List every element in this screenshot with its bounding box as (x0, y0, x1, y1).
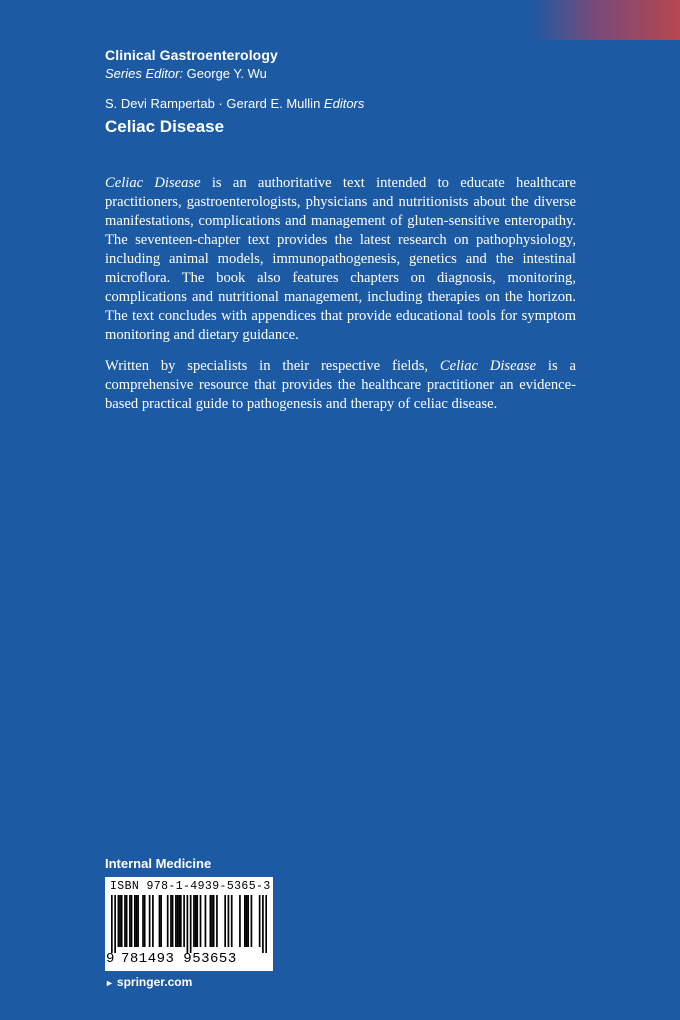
barcode-bar (144, 895, 146, 947)
publisher-name: springer.com (116, 975, 193, 989)
barcode-bar (239, 895, 241, 947)
blurb-p2-title: Celiac Disease (439, 358, 537, 374)
editor-names: S. Devi Rampertab · Gerard E. Mullin (105, 96, 321, 111)
corner-color-accent (530, 0, 680, 40)
isbn-barcode (105, 877, 273, 971)
barcode-bar (247, 895, 249, 947)
barcode-bar (210, 895, 212, 947)
barcode-bar (124, 895, 126, 947)
series-editor-name: George Y. Wu (186, 66, 267, 81)
barcode-bar (131, 895, 133, 947)
blurb-p1-text: is an authoritative text intended to educate healthcare practitioners, gastroenterologists, physicians and nutritionists about the diverse manifestations, complications and management of gluten-sensitive enteropathy. The seventeen-chapter text provides the latest research on pathophysiology, including animal models, immunopathogenesis, genetics and the intestinal microflora. The book also features chapters on diagnosis, monitoring, complications and nutritional management, including therapies on the horizon. The text concludes with appendices that provide educational tools for symptom monitoring and dietary guidance. (105, 175, 576, 343)
barcode-bar (228, 895, 230, 947)
blurb-p2-text-end: is a comprehensive resource that provides the healthcare practitioner an evidence-based practical guide to pathogenesis and therapy of celiac disease. (105, 358, 576, 412)
barcode-bar (175, 895, 177, 947)
barcode-bar (183, 895, 185, 947)
barcode-bar (246, 895, 248, 947)
barcode-bar (126, 895, 128, 947)
isbn-text: ISBN 978-1-4939-5365-3 (110, 880, 271, 893)
barcode-bar (211, 895, 213, 947)
barcode-bar (244, 895, 246, 947)
barcode-bar (137, 895, 139, 947)
barcode-bar (200, 895, 202, 947)
barcode-bar (180, 895, 182, 947)
ean-first-digit: 9 (106, 951, 115, 967)
series-info (105, 47, 278, 81)
barcode-bar (142, 895, 144, 947)
barcode-bar (136, 895, 138, 947)
barcode-bar (121, 895, 123, 947)
ean-digits: 781493 953653 (121, 951, 237, 967)
barcode-bar (193, 895, 195, 947)
publisher-link[interactable] (105, 975, 192, 989)
series-title: Clinical Gastroenterology (105, 47, 278, 63)
barcode-bar (262, 895, 264, 953)
barcode-bar (160, 895, 162, 947)
barcode-bar (251, 895, 253, 947)
barcode-bar (170, 895, 172, 947)
blurb-paragraph-1 (105, 174, 576, 345)
series-editor-label: Series Editor: (105, 66, 184, 81)
barcode-bar (216, 895, 218, 947)
barcode-bar (152, 895, 154, 947)
barcode-bar (149, 895, 151, 947)
book-title: Celiac Disease (105, 117, 225, 136)
barcode-bar (259, 895, 261, 947)
barcode-bar (159, 895, 161, 947)
barcode-bars (111, 895, 267, 953)
barcode-bar (205, 895, 207, 947)
series-editor (105, 66, 278, 81)
back-cover-blurb (105, 174, 576, 426)
barcode-bar (114, 895, 116, 953)
blurb-p2-text-start: Written by specialists in their respective fields, (105, 358, 440, 374)
barcode-bar (167, 895, 169, 947)
barcode-bar (265, 895, 267, 953)
barcode-bar (118, 895, 120, 947)
barcode-bar (196, 895, 198, 947)
blurb-paragraph-2 (105, 357, 576, 414)
arrow-icon: ► (105, 978, 114, 988)
book-editors (105, 96, 364, 111)
barcode-bar (231, 895, 233, 947)
barcode-bar (213, 895, 215, 947)
editors-role: Editors (323, 96, 365, 111)
barcode-bar (134, 895, 136, 947)
blurb-p1-title: Celiac Disease (105, 175, 201, 191)
barcode-bar (190, 895, 192, 953)
barcode-bar (195, 895, 197, 947)
barcode-bar (224, 895, 226, 947)
barcode-bar (119, 895, 121, 947)
barcode-bar (172, 895, 174, 947)
barcode-bar (187, 895, 189, 953)
barcode-bar (129, 895, 131, 947)
subject-category: Internal Medicine (105, 856, 212, 871)
barcode-bar (177, 895, 179, 947)
barcode-bar (178, 895, 180, 947)
barcode-bar (111, 895, 113, 953)
